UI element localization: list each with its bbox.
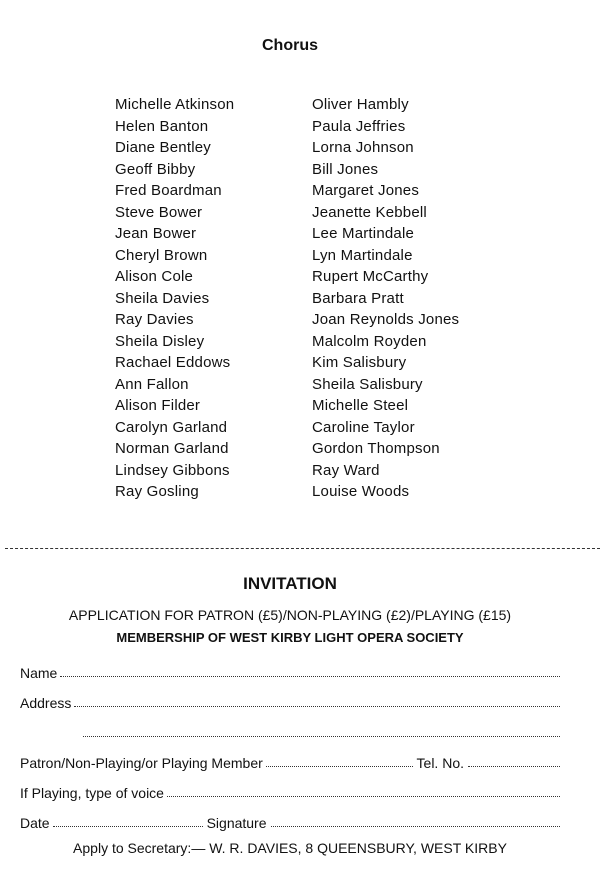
- chorus-member-name: Paula Jeffries: [312, 117, 406, 135]
- chorus-member-name: Michelle Steel: [312, 397, 409, 414]
- chorus-member-name: Gordon Thompson: [312, 440, 440, 457]
- chorus-member-name: Joan Reynolds Jones: [312, 311, 460, 328]
- chorus-member-name: Lyn Martindale: [312, 246, 413, 264]
- chorus-member-name: Steve Bower: [115, 203, 203, 221]
- chorus-member-name: Diane Bentley: [115, 139, 211, 156]
- chorus-member-name: Jeanette Kebbell: [312, 203, 427, 221]
- address-label: Address: [20, 695, 72, 711]
- address-field-line-2[interactable]: [20, 721, 560, 741]
- chorus-member-name: Rupert McCarthy: [312, 268, 429, 285]
- membership-type-field[interactable]: [20, 751, 560, 771]
- chorus-member-name: Sheila Davies: [115, 289, 210, 307]
- voice-type-label: If Playing, type of voice: [20, 785, 164, 801]
- chorus-member-name: Oliver Hambly: [312, 96, 409, 113]
- name-label: Name: [20, 665, 58, 681]
- chorus-member-name: Michelle Atkinson: [115, 96, 235, 113]
- chorus-right-column: [312, 94, 459, 503]
- tel-dotted-line[interactable]: [468, 765, 560, 767]
- chorus-member-name: Geoff Bibby: [115, 160, 196, 178]
- chorus-member-name: Cheryl Brown: [115, 246, 208, 264]
- address-dotted-line[interactable]: [74, 705, 560, 707]
- chorus-member-name: Ray Gosling: [115, 483, 199, 500]
- voice-type-field[interactable]: [20, 781, 560, 801]
- chorus-title: Chorus: [262, 37, 318, 54]
- membership-line: MEMBERSHIP OF WEST KIRBY LIGHT OPERA SOCIETY: [116, 630, 464, 645]
- chorus-member-name: Alison Filder: [115, 397, 201, 414]
- chorus-member-name: Kim Salisbury: [312, 354, 407, 371]
- chorus-member-name: Norman Garland: [115, 440, 229, 457]
- name-dotted-line[interactable]: [60, 675, 560, 677]
- application-line: APPLICATION FOR PATRON (£5)/NON-PLAYING (£2)/PLAYING (£15): [68, 607, 512, 623]
- chorus-member-name: Bill Jones: [312, 160, 379, 178]
- chorus-member-name: Sheila Disley: [115, 332, 205, 350]
- chorus-member-name: Jean Bower: [115, 225, 197, 242]
- chorus-member-name: Margaret Jones: [312, 182, 420, 199]
- voice-type-dotted-line[interactable]: [167, 795, 560, 797]
- cut-line-divider: [5, 548, 600, 549]
- chorus-member-name: Fred Boardman: [115, 182, 222, 199]
- chorus-member-name: Ray Davies: [115, 311, 194, 328]
- chorus-member-name: Lee Martindale: [312, 225, 415, 242]
- tel-label: Tel. No.: [416, 755, 464, 771]
- invitation-title: INVITATION: [243, 574, 337, 593]
- chorus-member-name: Alison Cole: [115, 268, 194, 285]
- chorus-member-name: Sheila Salisbury: [312, 375, 423, 393]
- signature-dotted-line[interactable]: [271, 825, 560, 827]
- chorus-member-name: Carolyn Garland: [115, 418, 228, 436]
- name-field[interactable]: [20, 661, 560, 681]
- chorus-member-name: Helen Banton: [115, 117, 209, 135]
- address-field[interactable]: [20, 691, 560, 711]
- date-signature-field[interactable]: [20, 811, 560, 831]
- secretary-address: Apply to Secretary:— W. R. DAVIES, 8 QUEENSBURY, WEST KIRBY: [73, 840, 507, 856]
- chorus-member-name: Malcolm Royden: [312, 332, 427, 350]
- date-label: Date: [20, 815, 50, 831]
- chorus-member-name: Rachael Eddows: [115, 354, 231, 371]
- chorus-member-name: Lorna Johnson: [312, 139, 414, 156]
- chorus-member-name: Lindsey Gibbons: [115, 461, 230, 479]
- chorus-member-name: Barbara Pratt: [312, 289, 404, 307]
- chorus-member-name: Ann Fallon: [115, 375, 189, 393]
- date-dotted-line[interactable]: [53, 825, 203, 827]
- chorus-member-name: Ray Ward: [312, 461, 380, 479]
- chorus-left-column: [115, 94, 234, 503]
- address-dotted-line-2[interactable]: [83, 735, 560, 737]
- chorus-member-name: Louise Woods: [312, 483, 410, 500]
- membership-type-dotted-line[interactable]: [266, 765, 413, 767]
- chorus-member-name: Caroline Taylor: [312, 418, 415, 436]
- membership-type-label: Patron/Non-Playing/or Playing Member: [20, 755, 263, 771]
- signature-label: Signature: [206, 815, 267, 831]
